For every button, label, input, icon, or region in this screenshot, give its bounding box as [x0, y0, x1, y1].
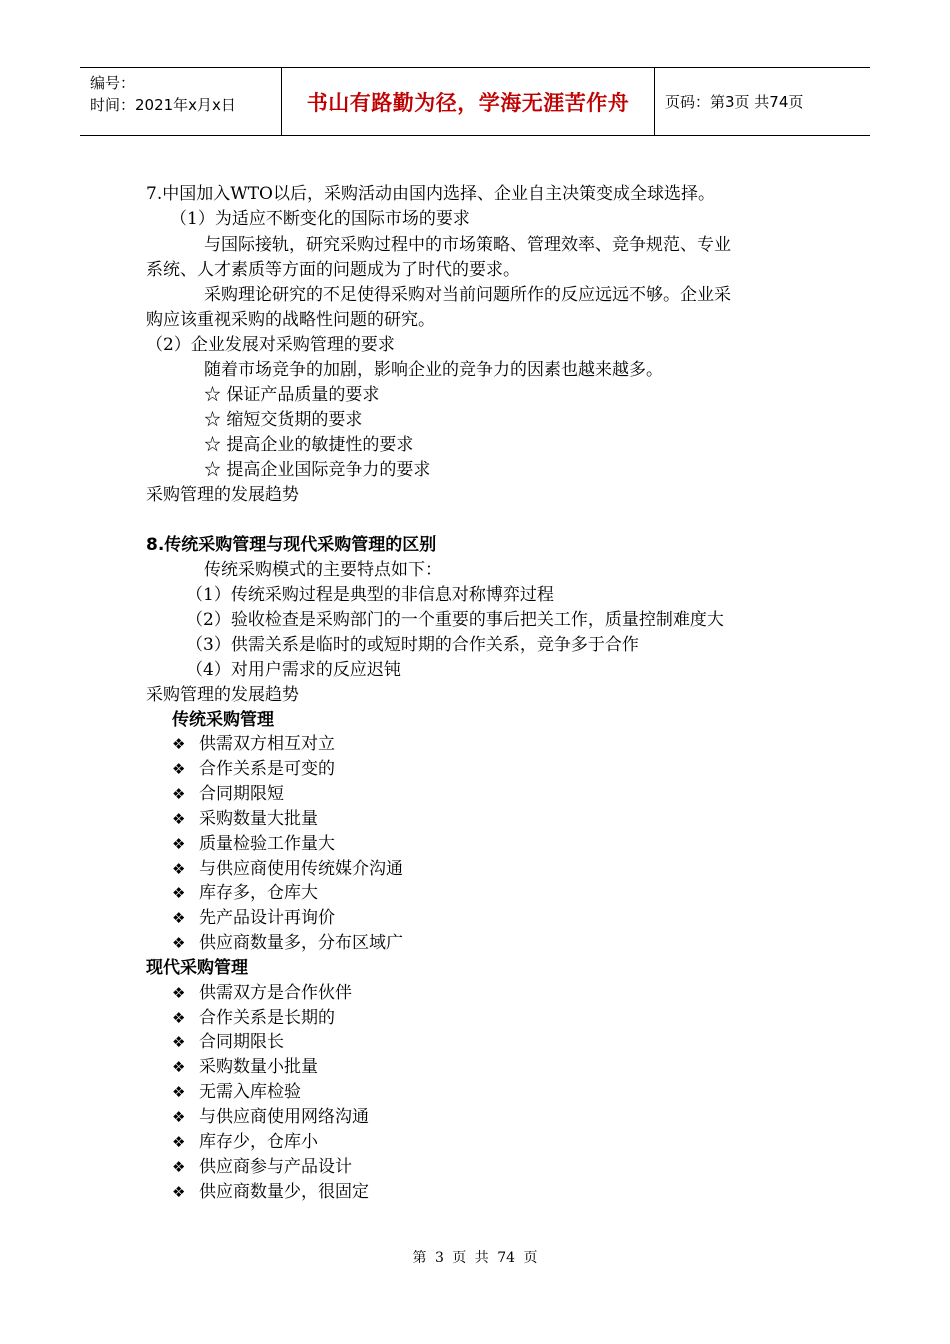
- diamond-bullet-icon: ❖: [172, 1183, 186, 1201]
- diamond-bullet-icon: ❖: [172, 1009, 186, 1027]
- list-item: ❖ 供需双方相互对立: [172, 734, 335, 754]
- list-item: ❖ 供需双方是合作伙伴: [172, 983, 352, 1003]
- trend-heading: 采购管理的发展趋势: [146, 685, 299, 705]
- section-7-title: 7.中国加入WTO以后，采购活动由国内选择、企业自主决策变成全球选择。: [146, 184, 715, 204]
- list-item: ❖ 供应商参与产品设计: [172, 1157, 352, 1177]
- list-item: ❖ 无需入库检验: [172, 1082, 301, 1102]
- paragraph-line: 随着市场竞争的加剧，影响企业的竞争力的因素也越来越多。: [204, 360, 663, 380]
- traditional-heading: 传统采购管理: [172, 710, 274, 730]
- list-item: ❖ 与供应商使用网络沟通: [172, 1107, 369, 1127]
- list-item: ❖ 合同期限短: [172, 784, 284, 804]
- diamond-bullet-icon: ❖: [172, 810, 186, 828]
- diamond-bullet-icon: ❖: [172, 1133, 186, 1151]
- header-motto: 书山有路勤为径，学海无涯苦作舟: [282, 68, 655, 135]
- paragraph-line: 采购理论研究的不足使得采购对当前问题所作的反应远远不够。企业采: [204, 285, 731, 305]
- paragraph-line: 与国际接轨，研究采购过程中的市场策略、管理效率、竞争规范、专业: [204, 235, 731, 255]
- header-left-cell: [80, 68, 282, 135]
- list-item: ❖ 供应商数量少，很固定: [172, 1182, 369, 1202]
- paragraph-line: 购应该重视采购的战略性问题的研究。: [146, 310, 435, 330]
- diamond-bullet-icon: ❖: [172, 1158, 186, 1176]
- diamond-bullet-icon: ❖: [172, 934, 186, 952]
- modern-heading: 现代采购管理: [146, 958, 248, 978]
- page-footer: 第 3 页 共 74 页: [412, 1250, 538, 1266]
- list-item: ❖ 库存多，仓库大: [172, 883, 318, 903]
- list-item: ❖ 采购数量大批量: [172, 809, 318, 829]
- list-item: （3）供需关系是临时的或短时期的合作关系，竞争多于合作: [186, 635, 639, 655]
- list-item: ☆ 缩短交货期的要求: [204, 410, 363, 430]
- document-time-label: 时间：2021年x月x日: [90, 96, 236, 114]
- list-item: （4）对用户需求的反应迟钝: [186, 660, 401, 680]
- document-number-label: 编号：: [90, 74, 136, 92]
- diamond-bullet-icon: ❖: [172, 984, 186, 1002]
- list-item: （1）传统采购过程是典型的非信息对称博弈过程: [186, 585, 554, 605]
- list-item: ☆ 提高企业国际竞争力的要求: [204, 460, 431, 480]
- diamond-bullet-icon: ❖: [172, 1108, 186, 1126]
- trend-heading: 采购管理的发展趋势: [146, 485, 299, 505]
- diamond-bullet-icon: ❖: [172, 1033, 186, 1051]
- diamond-bullet-icon: ❖: [172, 760, 186, 778]
- list-item: ☆ 提高企业的敏捷性的要求: [204, 435, 414, 455]
- paragraph-line: 系统、人才素质等方面的问题成为了时代的要求。: [146, 260, 520, 280]
- paragraph-line: 传统采购模式的主要特点如下：: [204, 560, 442, 580]
- section-7-subtitle-1: （1）为适应不断变化的国际市场的要求: [170, 209, 470, 229]
- diamond-bullet-icon: ❖: [172, 835, 186, 853]
- diamond-bullet-icon: ❖: [172, 735, 186, 753]
- header-page-info: 页码：第3页 共74页: [665, 93, 804, 111]
- list-item: ☆ 保证产品质量的要求: [204, 385, 380, 405]
- list-item: （2）验收检查是采购部门的一个重要的事后把关工作，质量控制难度大: [186, 610, 724, 630]
- list-item: ❖ 库存少，仓库小: [172, 1132, 318, 1152]
- section-8-title: 8.传统采购管理与现代采购管理的区别: [146, 535, 437, 555]
- list-item: ❖ 合作关系是可变的: [172, 759, 335, 779]
- diamond-bullet-icon: ❖: [172, 785, 186, 803]
- diamond-bullet-icon: ❖: [172, 1058, 186, 1076]
- page-header: [80, 67, 870, 136]
- list-item: ❖ 质量检验工作量大: [172, 834, 335, 854]
- diamond-bullet-icon: ❖: [172, 1083, 186, 1101]
- section-7-subtitle-2: （2）企业发展对采购管理的要求: [146, 335, 395, 355]
- list-item: ❖ 合同期限长: [172, 1032, 284, 1052]
- list-item: ❖ 合作关系是长期的: [172, 1008, 335, 1028]
- list-item: ❖ 先产品设计再询价: [172, 908, 335, 928]
- list-item: ❖ 采购数量小批量: [172, 1057, 318, 1077]
- list-item: ❖ 供应商数量多，分布区域广: [172, 933, 403, 953]
- list-item: ❖ 与供应商使用传统媒介沟通: [172, 859, 403, 879]
- diamond-bullet-icon: ❖: [172, 884, 186, 902]
- diamond-bullet-icon: ❖: [172, 909, 186, 927]
- diamond-bullet-icon: ❖: [172, 860, 186, 878]
